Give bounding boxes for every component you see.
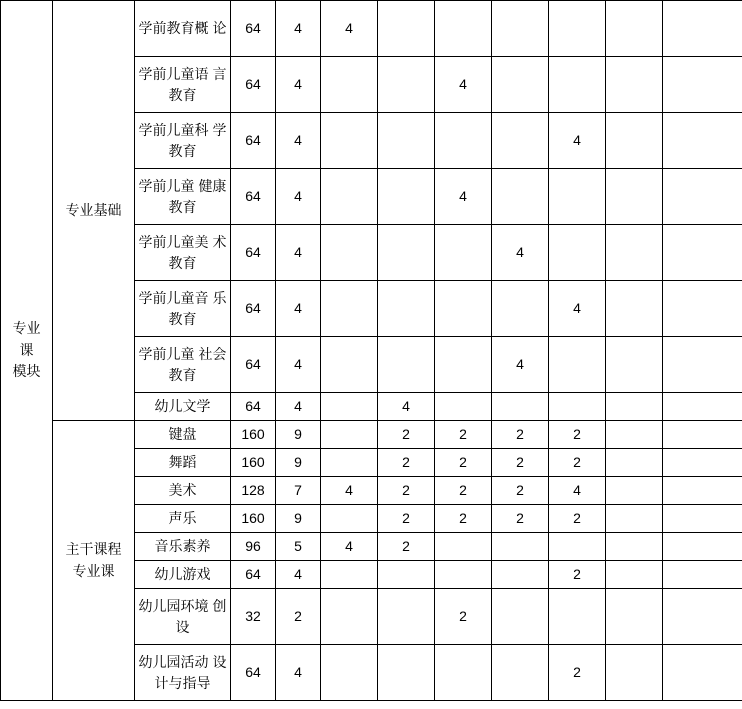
term-5-hours: 4	[549, 477, 606, 505]
remark-cell	[663, 1, 742, 57]
term-3-hours: 2	[435, 505, 492, 533]
term-1-hours	[321, 589, 378, 645]
course-name	[135, 645, 231, 701]
term-5-hours: 2	[549, 561, 606, 589]
term-2-hours: 2	[378, 421, 435, 449]
course-name	[135, 393, 231, 421]
course-hours: 64	[231, 393, 276, 421]
course-name-line-2: 创设	[175, 598, 227, 635]
term-3-hours	[435, 281, 492, 337]
term-5-hours: 2	[549, 449, 606, 477]
group-label-line-3: 模块	[12, 363, 41, 380]
term-3-hours: 2	[435, 589, 492, 645]
term-4-hours	[492, 533, 549, 561]
course-credits: 4	[276, 225, 321, 281]
term-1-hours	[321, 113, 378, 169]
term-5-hours: 2	[549, 421, 606, 449]
term-4-hours	[492, 393, 549, 421]
course-name	[135, 169, 231, 225]
term-1-hours	[321, 337, 378, 393]
term-2-hours	[378, 225, 435, 281]
term-3-hours: 2	[435, 449, 492, 477]
course-name-line-1: 学前儿童科	[138, 122, 209, 139]
term-3-hours	[435, 645, 492, 701]
remark-cell	[663, 393, 742, 421]
term-5-hours	[549, 533, 606, 561]
term-4-hours	[492, 589, 549, 645]
remark-cell	[663, 533, 742, 561]
term-5-hours	[549, 57, 606, 113]
term-6-hours	[606, 113, 663, 169]
course-name-line-1: 美术	[168, 482, 197, 499]
term-6-hours	[606, 477, 663, 505]
course-name-line-1: 幼儿游戏	[154, 566, 211, 583]
subgroup-label-line-1: 主干课程	[65, 540, 122, 557]
course-name	[135, 1, 231, 57]
remark-cell	[663, 477, 742, 505]
term-1-hours	[321, 281, 378, 337]
course-hours: 64	[231, 281, 276, 337]
course-name	[135, 589, 231, 645]
course-hours: 64	[231, 1, 276, 57]
term-4-hours	[492, 645, 549, 701]
term-2-hours	[378, 645, 435, 701]
remark-cell	[663, 561, 742, 589]
term-1-hours	[321, 645, 378, 701]
term-3-hours	[435, 533, 492, 561]
course-credits: 7	[276, 477, 321, 505]
term-5-hours	[549, 1, 606, 57]
term-6-hours	[606, 421, 663, 449]
term-4-hours: 4	[492, 225, 549, 281]
course-name-line-1: 声乐	[168, 510, 197, 527]
course-hours: 96	[231, 533, 276, 561]
term-2-hours: 4	[378, 393, 435, 421]
term-4-hours	[492, 169, 549, 225]
term-6-hours	[606, 645, 663, 701]
group-label-line-2: 课	[19, 341, 34, 358]
term-6-hours	[606, 1, 663, 57]
course-name	[135, 225, 231, 281]
course-credits: 4	[276, 337, 321, 393]
term-1-hours	[321, 57, 378, 113]
course-name-line-1: 幼儿园环境	[138, 598, 209, 615]
group-label-major-module	[1, 1, 53, 701]
term-3-hours	[435, 393, 492, 421]
table-row	[1, 421, 742, 449]
course-name-line-2: 社会教育	[168, 346, 227, 383]
term-3-hours: 4	[435, 169, 492, 225]
term-5-hours	[549, 393, 606, 421]
course-credits: 9	[276, 505, 321, 533]
term-2-hours	[378, 57, 435, 113]
remark-cell	[663, 645, 742, 701]
course-name	[135, 449, 231, 477]
remark-cell	[663, 449, 742, 477]
term-5-hours: 2	[549, 505, 606, 533]
course-hours: 160	[231, 505, 276, 533]
term-4-hours	[492, 561, 549, 589]
course-name-line-2: 乐教育	[168, 290, 227, 327]
subgroup-label-line-1: 专业基础	[65, 201, 122, 218]
course-name-line-1: 学前儿童音	[138, 290, 209, 307]
term-6-hours	[606, 449, 663, 477]
course-name	[135, 477, 231, 505]
course-name-line-1: 键盘	[168, 426, 197, 443]
term-5-hours: 4	[549, 113, 606, 169]
term-6-hours	[606, 505, 663, 533]
course-name	[135, 533, 231, 561]
term-1-hours	[321, 225, 378, 281]
term-1-hours: 4	[321, 477, 378, 505]
term-4-hours: 2	[492, 449, 549, 477]
course-name	[135, 57, 231, 113]
course-hours: 64	[231, 225, 276, 281]
course-name-line-1: 学前儿童	[138, 346, 195, 363]
term-3-hours: 2	[435, 477, 492, 505]
remark-cell	[663, 113, 742, 169]
course-hours: 64	[231, 57, 276, 113]
remark-cell	[663, 57, 742, 113]
term-2-hours: 2	[378, 449, 435, 477]
course-name-line-1: 学前儿童	[138, 178, 195, 195]
term-5-hours: 2	[549, 645, 606, 701]
term-6-hours	[606, 337, 663, 393]
remark-cell	[663, 421, 742, 449]
course-name-line-1: 音乐素养	[154, 538, 211, 555]
term-3-hours	[435, 561, 492, 589]
course-credits: 4	[276, 561, 321, 589]
term-5-hours	[549, 169, 606, 225]
term-2-hours	[378, 169, 435, 225]
term-2-hours	[378, 561, 435, 589]
course-credits: 4	[276, 113, 321, 169]
course-credits: 4	[276, 645, 321, 701]
term-6-hours	[606, 533, 663, 561]
term-4-hours: 4	[492, 337, 549, 393]
term-2-hours	[378, 1, 435, 57]
course-hours: 64	[231, 561, 276, 589]
course-name-line-2: 学教育	[168, 122, 227, 159]
course-name-line-2: 言教育	[168, 66, 227, 103]
course-credits: 9	[276, 421, 321, 449]
term-6-hours	[606, 225, 663, 281]
term-4-hours	[492, 113, 549, 169]
course-name-line-1: 幼儿园活动	[138, 654, 209, 671]
term-3-hours	[435, 1, 492, 57]
term-2-hours: 2	[378, 477, 435, 505]
course-credits: 4	[276, 169, 321, 225]
term-2-hours: 2	[378, 505, 435, 533]
term-1-hours	[321, 169, 378, 225]
remark-cell	[663, 337, 742, 393]
term-1-hours	[321, 421, 378, 449]
course-name-line-1: 学前儿童美	[138, 234, 209, 251]
course-credits: 4	[276, 1, 321, 57]
course-credits: 2	[276, 589, 321, 645]
course-hours: 64	[231, 169, 276, 225]
group-label-line-1: 专业	[12, 319, 41, 336]
term-1-hours	[321, 561, 378, 589]
term-5-hours	[549, 337, 606, 393]
term-4-hours: 2	[492, 505, 549, 533]
term-2-hours	[378, 589, 435, 645]
course-name	[135, 421, 231, 449]
course-hours: 64	[231, 337, 276, 393]
term-2-hours: 2	[378, 533, 435, 561]
subgroup-label-basic	[53, 1, 135, 421]
term-2-hours	[378, 337, 435, 393]
course-credits: 9	[276, 449, 321, 477]
course-name-line-2: 论	[212, 20, 227, 37]
course-credits: 4	[276, 393, 321, 421]
course-name-line-1: 舞蹈	[168, 454, 197, 471]
term-3-hours	[435, 337, 492, 393]
course-name	[135, 337, 231, 393]
course-name-line-1: 幼儿文学	[154, 398, 211, 415]
remark-cell	[663, 225, 742, 281]
remark-cell	[663, 281, 742, 337]
course-hours: 160	[231, 421, 276, 449]
term-2-hours	[378, 281, 435, 337]
course-name-line-2: 术教育	[168, 234, 227, 271]
term-4-hours	[492, 1, 549, 57]
course-name	[135, 281, 231, 337]
course-name-line-1: 学前教育概	[138, 20, 209, 37]
term-6-hours	[606, 169, 663, 225]
remark-cell	[663, 589, 742, 645]
course-credits: 5	[276, 533, 321, 561]
term-6-hours	[606, 393, 663, 421]
remark-cell	[663, 169, 742, 225]
term-1-hours: 4	[321, 533, 378, 561]
subgroup-label-core	[53, 421, 135, 701]
course-name-line-1: 学前儿童语	[138, 66, 209, 83]
term-3-hours: 2	[435, 421, 492, 449]
term-5-hours: 4	[549, 281, 606, 337]
course-name-line-2: 设计与指导	[154, 654, 227, 691]
table-row	[1, 1, 742, 57]
course-hours: 128	[231, 477, 276, 505]
subgroup-label-line-2: 专业课	[72, 562, 115, 579]
term-5-hours	[549, 225, 606, 281]
term-1-hours: 4	[321, 1, 378, 57]
course-hours: 64	[231, 645, 276, 701]
term-1-hours	[321, 505, 378, 533]
course-hours: 64	[231, 113, 276, 169]
course-hours: 160	[231, 449, 276, 477]
term-4-hours	[492, 57, 549, 113]
term-4-hours	[492, 281, 549, 337]
term-6-hours	[606, 589, 663, 645]
course-name	[135, 113, 231, 169]
course-name	[135, 561, 231, 589]
term-3-hours	[435, 113, 492, 169]
term-2-hours	[378, 113, 435, 169]
term-1-hours	[321, 449, 378, 477]
term-4-hours: 2	[492, 477, 549, 505]
course-name-line-2: 健康教育	[168, 178, 227, 215]
term-3-hours: 4	[435, 57, 492, 113]
term-6-hours	[606, 57, 663, 113]
term-4-hours: 2	[492, 421, 549, 449]
term-5-hours	[549, 589, 606, 645]
course-credits: 4	[276, 281, 321, 337]
term-3-hours	[435, 225, 492, 281]
term-6-hours	[606, 281, 663, 337]
term-1-hours	[321, 393, 378, 421]
course-name	[135, 505, 231, 533]
term-6-hours	[606, 561, 663, 589]
course-hours: 32	[231, 589, 276, 645]
remark-cell	[663, 505, 742, 533]
course-credits: 4	[276, 57, 321, 113]
